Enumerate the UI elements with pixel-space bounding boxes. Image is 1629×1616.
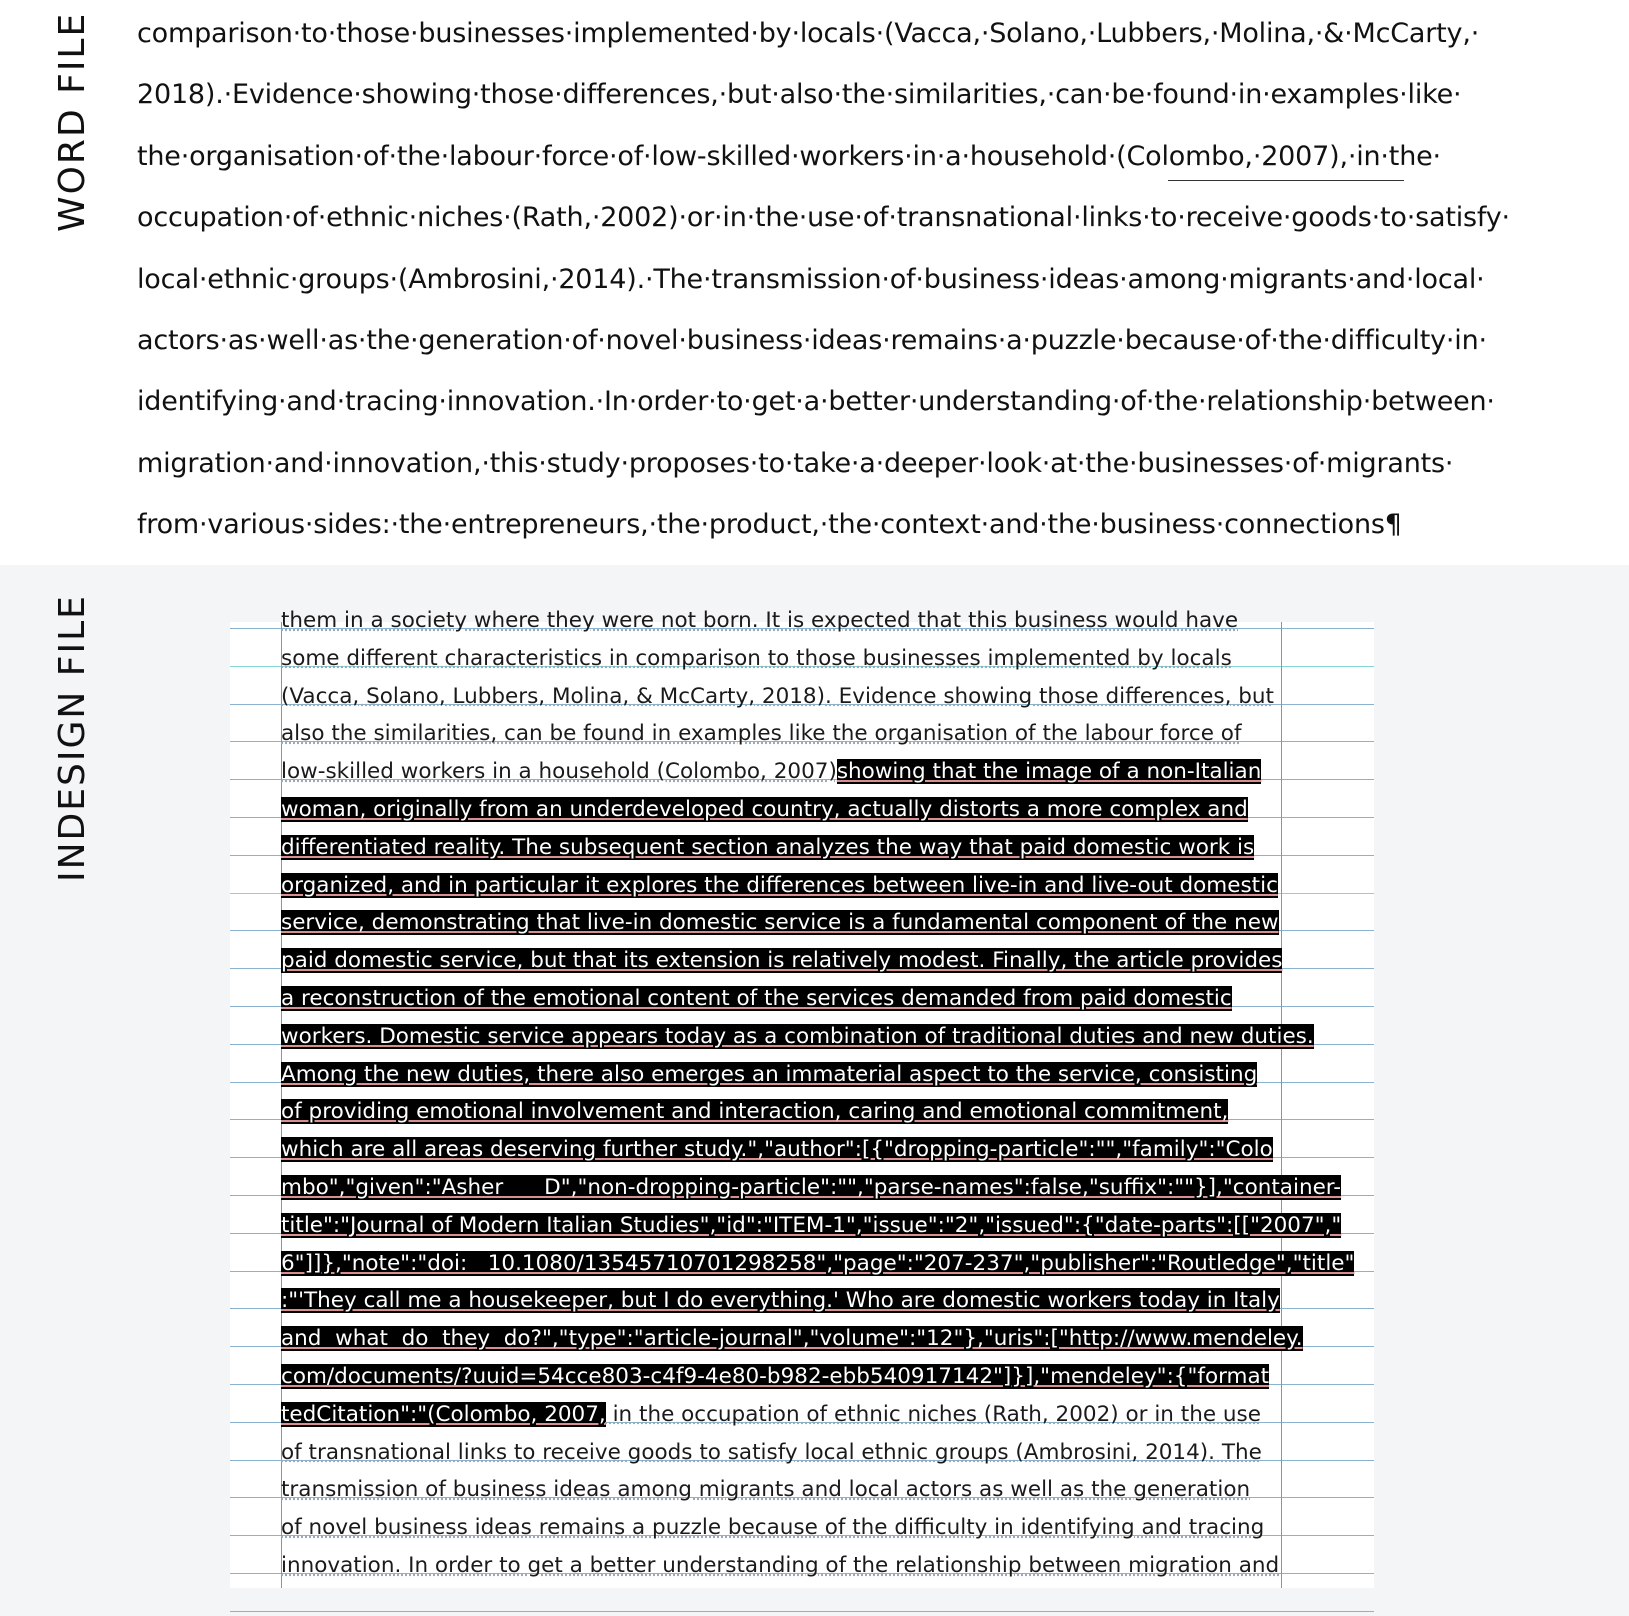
indesign-text-line — [281, 644, 1281, 674]
selected-text-run: tedCitation":"(Colombo, 2007, — [281, 1401, 606, 1427]
word-text-line: occupation·of·ethnic·niches·(Rath,·2002)·or·in·the·use·of·transnational·links·to·receive·goods·to·satisfy· — [137, 202, 1510, 234]
indesign-text-line — [281, 1211, 1342, 1241]
word-text-line: from·various·sides:·the·entrepreneurs,·the·product,·the·context·and·the·business·connections¶ — [137, 509, 1402, 541]
plain-text-run: innovation. In order to get a better understanding of the relationship between migration and — [281, 1553, 1280, 1578]
selected-text-run: woman, originally from an underdeveloped country, actually distorts a more complex and — [281, 797, 1248, 822]
indesign-file-label: INDESIGN FILE — [52, 594, 93, 882]
plain-text-run: transmission of business ideas among migrants and local actors as well as the generation — [281, 1477, 1251, 1503]
selected-text-run: a reconstruction of the emotional content of the services demanded from paid domestic — [281, 986, 1232, 1011]
right-margin-guide — [1281, 622, 1282, 1588]
selected-text-run: organized, and in particular it explores the differences between live-in and live-out domestic — [281, 872, 1278, 898]
indesign-text-line — [281, 1173, 1342, 1203]
indesign-text-line — [281, 795, 1281, 825]
selected-text-run: paid domestic service, but that its extension is relatively modest. Finally, the article provides — [281, 948, 1283, 974]
indesign-text-line — [281, 1475, 1281, 1505]
plain-text-run: (Vacca, Solano, Lubbers, Molina, & McCarty, 2018). Evidence showing those differences, but — [281, 683, 1274, 709]
indesign-text-line — [281, 1438, 1281, 1468]
indesign-text-line — [281, 606, 1281, 636]
word-text-line: actors·as·well·as·the·generation·of·novel·business·ideas·remains·a·puzzle·because·of·the·difficulty·in· — [137, 325, 1487, 356]
plain-text-run: low-skilled workers in a household (Colombo, 2007) — [281, 759, 837, 785]
indesign-text-line — [281, 1286, 1281, 1316]
indesign-text-line — [281, 984, 1281, 1014]
indesign-text-line — [281, 719, 1281, 749]
indesign-text-line — [281, 1097, 1281, 1127]
indesign-page[interactable] — [230, 608, 1374, 1588]
selected-text-run: differentiated reality. The subsequent section analyzes the way that paid domestic work is — [281, 834, 1255, 860]
word-text-line: comparison·to·those·businesses·implemented·by·locals·(Vacca,·Solano,·Lubbers,·Molina,·&·McCarty,· — [137, 18, 1480, 49]
word-file-panel — [0, 0, 1629, 565]
indesign-text-line — [281, 1324, 1303, 1354]
selected-text-run: title":"Journal of Modern Italian Studies","id":"ITEM-1","issue":"2","issued":{"date-parts":[["2007"," — [281, 1212, 1342, 1238]
selected-text-run: workers. Domestic service appears today as a combination of traditional duties and new duties. — [281, 1023, 1314, 1049]
selected-text-run: 6"]]},"note":"doi: 10.1080/13545710701298258","page":"207-237","publisher":"Routledge","title" — [281, 1250, 1355, 1276]
selected-text-run: :"'They call me a housekeeper, but I do everything.' Who are domestic workers today in Italy — [281, 1288, 1280, 1314]
indesign-text-line — [281, 757, 1281, 787]
word-text-line: local·ethnic·groups·(Ambrosini,·2014).·The·transmission·of·business·ideas·among·migrants·and·local· — [137, 263, 1485, 295]
indesign-text-line — [281, 1249, 1355, 1279]
selected-text-run: and what do they do?","type":"article-journal","volume":"12"},"uris":["http://www.mendeley. — [281, 1326, 1303, 1352]
indesign-text-line — [281, 1362, 1281, 1392]
plain-text-run: in the occupation of ethnic niches (Rath, 2002) or in the use — [605, 1401, 1261, 1427]
word-file-label: WORD FILE — [52, 11, 93, 232]
selected-text-run: of providing emotional involvement and interaction, caring and emotional commitment, — [281, 1099, 1229, 1125]
citation-field-underline — [1168, 180, 1404, 181]
selected-text-run: mbo","given":"Asher D","non-dropping-particle":"","parse-names":false,"suffix":""}],"container- — [281, 1175, 1342, 1200]
indesign-text-line — [281, 871, 1281, 901]
indesign-text-line — [281, 833, 1281, 863]
indesign-text-line — [281, 1135, 1281, 1165]
indesign-text-line — [281, 1022, 1314, 1052]
selected-text-run: com/documents/?uuid=54cce803-c4f9-4e80-b982-ebb540917142"]}],"mendeley":{"format — [281, 1364, 1270, 1389]
indesign-text-line — [281, 682, 1281, 712]
selected-text-run: which are all areas deserving further study.","author":[{"dropping-particle":"","family":"Colo — [281, 1137, 1273, 1163]
word-text-line: 2018).·Evidence·showing·those·differences,·but·also·the·similarities,·can·be·found·in·examples·like· — [137, 79, 1462, 111]
selected-text-run: Among the new duties, there also emerges an immaterial aspect to the service, consisting — [281, 1061, 1258, 1087]
plain-text-run: some different characteristics in comparison to those businesses implemented by locals — [281, 645, 1232, 671]
indesign-text-line — [281, 946, 1281, 976]
indesign-text-line — [281, 1513, 1281, 1543]
indesign-text-line — [281, 1060, 1281, 1090]
selected-text-run: service, demonstrating that live-in domestic service is a fundamental component of the new — [281, 910, 1279, 936]
word-text-line: identifying·and·tracing·innovation.·In·order·to·get·a·better·understanding·of·the·relationship·between· — [137, 386, 1495, 418]
plain-text-run: of novel business ideas remains a puzzle because of the difficulty in identifying and tracing — [281, 1515, 1265, 1541]
indesign-text-line — [281, 1551, 1281, 1581]
word-text-line: migration·and·innovation,·this·study·proposes·to·take·a·deeper·look·at·the·businesses·of·migrants· — [137, 447, 1454, 479]
plain-text-run: them in a society where they were not born. It is expected that this business would have — [281, 608, 1239, 633]
word-text-line: the·organisation·of·the·labour·force·of·low-skilled·workers·in·a·household·(Colombo,·2007),·in·the· — [137, 140, 1441, 172]
indesign-text-line — [281, 908, 1281, 938]
baseline-guide — [230, 1611, 1374, 1612]
selected-text-run: showing that the image of a non-Italian — [836, 759, 1262, 785]
indesign-text-line — [281, 1400, 1281, 1430]
plain-text-run: of transnational links to receive goods to satisfy local ethnic groups (Ambrosini, 2014). The — [281, 1439, 1262, 1465]
plain-text-run: also the similarities, can be found in examples like the organisation of the labour force of — [281, 721, 1242, 747]
